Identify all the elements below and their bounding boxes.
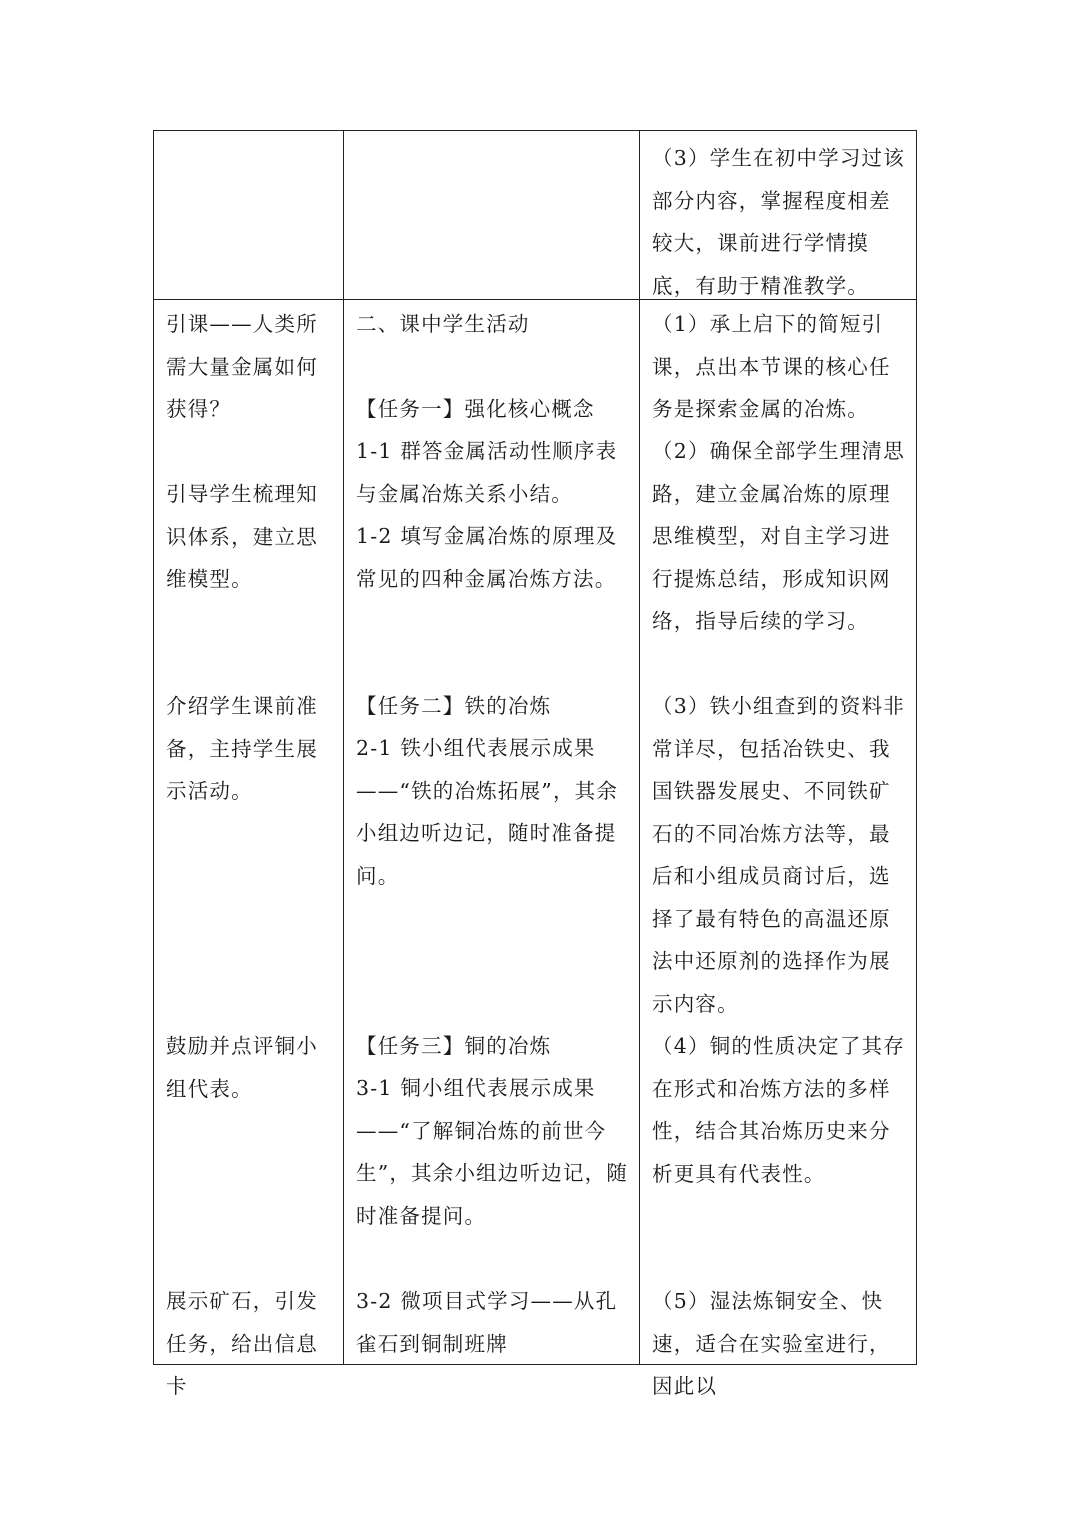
- intent-note-1: （1）承上启下的简短引课，点出本节课的核心任务是探索金属的冶炼。: [652, 312, 891, 421]
- task2-step1: 2-1 铁小组代表展示成果——“铁的冶炼拓展”，其余小组边听边记，随时准备提问。: [356, 736, 619, 888]
- task1-step2: 1-2 填写金属冶炼的原理及常见的四种金属冶炼方法。: [356, 524, 618, 591]
- teacher-encourage-text: 鼓励并点评铜小组代表。: [166, 1034, 318, 1101]
- teacher-prepare-text: 介绍学生课前准备，主持学生展示活动。: [166, 694, 318, 803]
- intent-note-4: （4）铜的性质决定了其存在形式和冶炼方法的多样性，结合其冶炼历史来分析更具有代表性。: [652, 1034, 905, 1186]
- table-row: [154, 300, 917, 1365]
- teacher-intro-text: 引课——人类所需大量金属如何获得？: [166, 312, 318, 421]
- design-intent-cell: [640, 131, 917, 300]
- table-row: [154, 131, 917, 300]
- task3-step2: 3-2 微项目式学习——从孔雀石到铜制班牌: [356, 1289, 618, 1356]
- teacher-ore-text: 展示矿石，引发任务，给出信息卡: [166, 1289, 318, 1398]
- intent-note-3-prior: （3）学生在初中学习过该部分内容，掌握程度相差较大，课前进行学情摸底，有助于精准教学。: [652, 146, 905, 298]
- student-activity-heading: 二、课中学生活动: [356, 312, 530, 336]
- student-activity-cell: [344, 131, 640, 300]
- intent-note-3: （3）铁小组查到的资料非常详尽，包括冶铁史、我国铁器发展史、不同铁矿石的不同冶炼方法等，最后和小组成员商讨后，选择了最有特色的高温还原法中还原剂的选择作为展示内容。: [652, 694, 905, 1016]
- intent-note-2: （2）确保全部学生理清思路，建立金属冶炼的原理思维模型，对自主学习进行提炼总结，形成知识网络，指导后续的学习。: [652, 439, 905, 633]
- student-activity-cell: [344, 300, 640, 1365]
- task3-title: 【任务三】铜的冶炼: [356, 1034, 552, 1058]
- task1-title: 【任务一】强化核心概念: [356, 397, 595, 421]
- task2-title: 【任务二】铁的冶炼: [356, 694, 552, 718]
- teacher-activity-cell: [154, 300, 344, 1398]
- task1-step1: 1-1 群答金属活动性顺序表与金属冶炼关系小结。: [356, 439, 618, 506]
- lesson-plan-table: [153, 130, 917, 1398]
- teacher-activity-cell: [154, 131, 344, 300]
- teacher-guide-text: 引导学生梳理知识体系，建立思维模型。: [166, 482, 318, 591]
- task3-step1: 3-1 铜小组代表展示成果——“了解铜冶炼的前世今生”，其余小组边听边记，随时准备提问。: [356, 1076, 629, 1228]
- design-intent-cell: [640, 300, 917, 1398]
- intent-note-5: （5）湿法炼铜安全、快速，适合在实验室进行，因此以: [652, 1289, 891, 1398]
